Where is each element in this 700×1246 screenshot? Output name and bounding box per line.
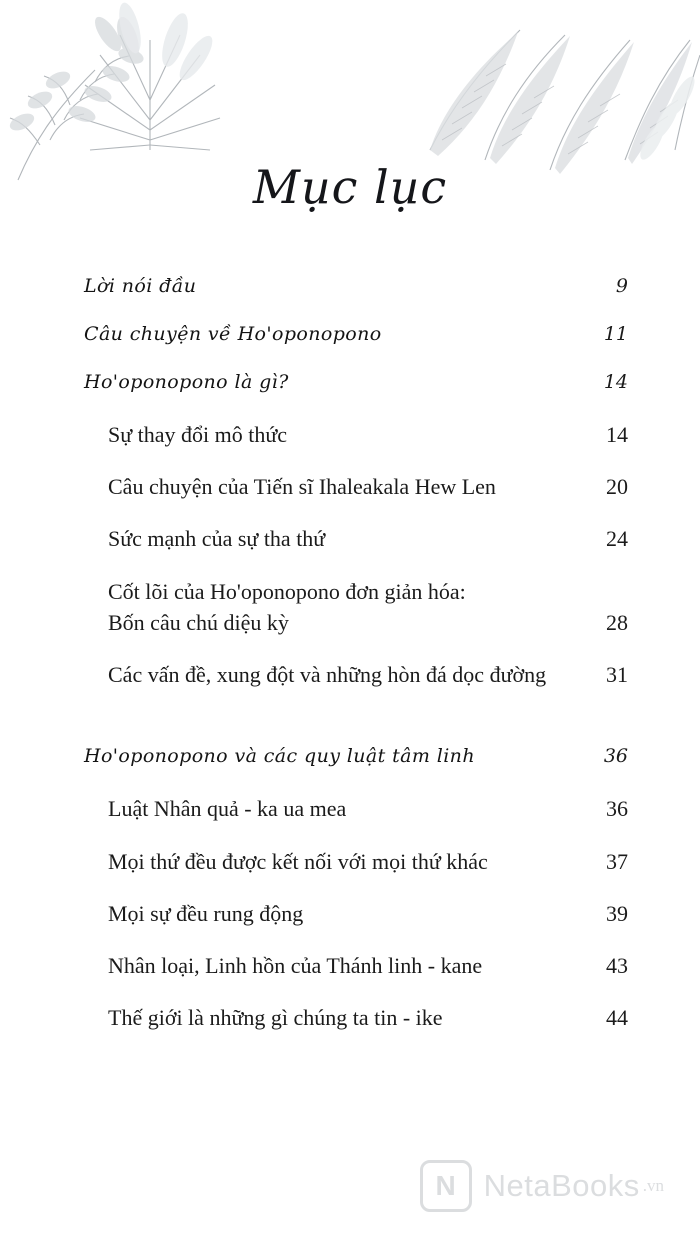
toc-entry-label: Mọi thứ đều được kết nối với mọi thứ khác bbox=[108, 848, 488, 874]
toc-entry-label: Mọi sự đều rung động bbox=[108, 900, 304, 926]
toc-entry-page: 14 bbox=[606, 422, 628, 447]
section-gap bbox=[84, 711, 628, 745]
toc-entry-label: Các vấn đề, xung đột và những hòn đá dọc đường bbox=[108, 662, 547, 688]
netabooks-logo-icon bbox=[420, 1160, 472, 1212]
toc-entry-page: 20 bbox=[606, 474, 628, 500]
toc-entry-page: 14 bbox=[603, 371, 628, 393]
toc-entry-label: Câu chuyện về Ho'oponopono bbox=[84, 323, 382, 345]
toc-entry-label: Ho'oponopono và các quy luật tâm linh bbox=[84, 745, 475, 768]
toc-entry-label: Ho'oponopono là gì? bbox=[84, 371, 289, 393]
toc-entry-page: 37 bbox=[606, 848, 628, 874]
toc-entry[interactable] bbox=[84, 659, 628, 690]
watermark-mark: N bbox=[435, 1170, 456, 1201]
toc-entry-page: 43 bbox=[606, 953, 628, 979]
toc-entry[interactable] bbox=[84, 471, 628, 502]
toc-entry-label: Nhân loại, Linh hồn của Thánh linh - kane bbox=[108, 953, 483, 979]
toc-entry-page: 44 bbox=[606, 1005, 628, 1031]
toc-entry-label: Thế giới là những gì chúng ta tin - ike bbox=[108, 1005, 443, 1031]
toc-entry[interactable] bbox=[84, 371, 628, 393]
table-of-contents bbox=[84, 275, 628, 1055]
toc-entry-page: 36 bbox=[603, 745, 628, 768]
toc-entry[interactable] bbox=[84, 846, 628, 877]
toc-entry[interactable] bbox=[84, 523, 628, 554]
watermark-text: NetaBooks bbox=[483, 1168, 640, 1203]
toc-entry[interactable] bbox=[84, 898, 628, 929]
toc-entry-label-line1: Cốt lõi của Ho'oponopono đơn giản hóa: bbox=[108, 578, 466, 604]
toc-entry-page: 36 bbox=[606, 796, 628, 822]
toc-entry[interactable] bbox=[84, 419, 628, 450]
toc-entry[interactable] bbox=[84, 576, 628, 638]
toc-entry[interactable] bbox=[84, 745, 628, 767]
toc-entry-label: Luật Nhân quả - ka ua mea bbox=[108, 796, 347, 822]
toc-entry[interactable] bbox=[84, 793, 628, 824]
toc-entry[interactable] bbox=[84, 275, 628, 297]
toc-entry-page: 11 bbox=[603, 323, 628, 345]
toc-entry-label bbox=[84, 576, 584, 638]
toc-entry-page: 28 bbox=[606, 609, 628, 635]
toc-entry[interactable] bbox=[84, 950, 628, 981]
toc-entry-page: 31 bbox=[606, 662, 628, 688]
page-title: Mục lục bbox=[252, 160, 448, 214]
toc-entry-page: 39 bbox=[606, 900, 628, 926]
toc-entry-label-line2: Bốn câu chú diệu kỳ bbox=[108, 609, 289, 635]
watermark bbox=[420, 1160, 664, 1212]
toc-entry-label: Lời nói đầu bbox=[84, 275, 197, 297]
toc-entry-label: Sức mạnh của sự tha thứ bbox=[108, 526, 326, 552]
watermark-suffix: .vn bbox=[642, 1176, 664, 1195]
toc-entry-label: Câu chuyện của Tiến sĩ Ihaleakala Hew Len bbox=[108, 474, 496, 500]
toc-entry[interactable] bbox=[84, 323, 628, 345]
toc-entry-page: 9 bbox=[615, 275, 628, 297]
toc-entry-page: 24 bbox=[606, 526, 628, 552]
toc-entry-label: Sự thay đổi mô thức bbox=[108, 422, 288, 447]
toc-entry[interactable] bbox=[84, 1002, 628, 1033]
